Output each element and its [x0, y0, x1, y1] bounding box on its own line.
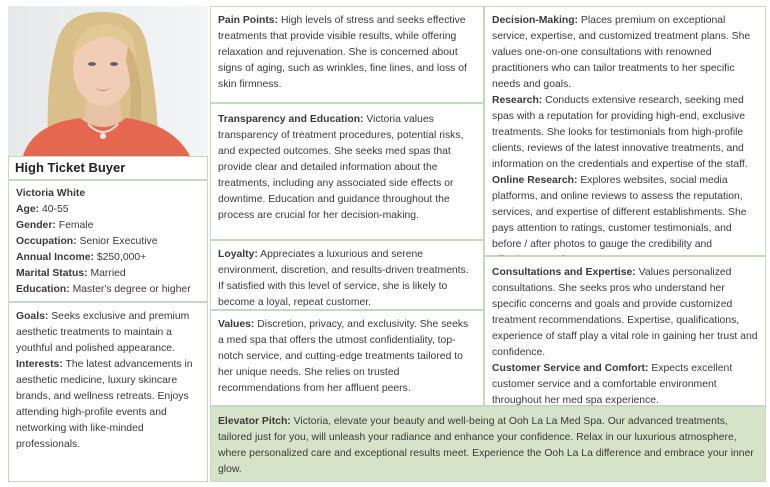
- demographics-panel: [8, 180, 208, 302]
- consultations-panel: [484, 256, 766, 406]
- gender-value: Female: [58, 220, 94, 231]
- consultations-text: Values personalized consultations. She seeks pros who understand her specific concerns and goals and provide customized treatment recommendations. Expertise, qualifications, experience of staff play a vital role in gaining her trust and confidence.: [492, 267, 758, 358]
- persona-name: Victoria White: [16, 188, 86, 199]
- gender-label: Gender:: [16, 220, 56, 231]
- transparency-text: Victoria values transparency of treatment procedures, potential risks, and expected outcomes. She seeks med spas that provide clear and detailed information about the treatments, including any associated side effects or downtime. Education and guidance throughout the process are crucial for her decision-making.: [218, 114, 464, 221]
- decision-making-label: Decision-Making:: [492, 15, 579, 26]
- persona-photo: [8, 6, 208, 156]
- persona-title: High Ticket Buyer: [8, 156, 208, 180]
- online-research-label: Online Research:: [492, 175, 578, 186]
- decision-making-text: Places premium on exceptional service, expertise, and customized treatment plans. She values one-on-one consultations with renowned practitioners who can tailor treatments to her specific needs and goals.: [492, 15, 751, 90]
- online-research-text: Explores websites, social media platforms, and online reviews to assess the reputation, services, and expertise of different establishments. She pays attention to ratings, customer testimonials, and before / after photos to gauge the credibility and: [492, 175, 747, 250]
- decision-making-panel: [484, 6, 766, 256]
- income-label: Annual Income:: [16, 252, 94, 263]
- age-label: Age:: [16, 204, 40, 215]
- pain-points-panel: [210, 6, 484, 103]
- elevator-pitch-label: Elevator Pitch:: [218, 416, 291, 427]
- occupation-value: Senior Executive: [79, 236, 158, 247]
- customer-service-label: Customer Service and Comfort:: [492, 363, 649, 374]
- transparency-label: Transparency and Education:: [218, 114, 364, 125]
- income-value: $250,000+: [96, 252, 147, 263]
- research-label: Research:: [492, 95, 543, 106]
- marital-value: Married: [90, 268, 126, 279]
- elevator-pitch-text: Victoria, elevate your beauty and well-being at Ooh La La Med Spa. Our advanced treatments, tailored just for you, will unleash your radiance and enhance your confidence. Relax in our luxurious atmosphere, where personalized care and exceptional results meet. Experience the Ooh La La difference and embrace your inner glow.: [218, 416, 754, 475]
- loyalty-label: Loyalty:: [218, 249, 258, 260]
- research-text: Conducts extensive research, seeking med spas with a reputation for providing high-end, exclusive treatments. She looks for testimonials from high-profile clients, reviews of the latest innovative treatments, and information on the credentials and expertise of the staff.: [492, 95, 748, 170]
- goals-text: Seeks exclusive and premium aesthetic treatments to maintain a youthful and polished appearance.: [16, 311, 190, 354]
- persona-portrait-image: [8, 6, 208, 156]
- customer-service-text: Expects excellent customer service and a comfortable environment throughout her med spa experience.: [492, 363, 733, 406]
- age-value: 40-55: [41, 204, 69, 215]
- goals-panel: [8, 302, 208, 482]
- transparency-panel: [210, 103, 484, 240]
- education-value: Master's degree or higher: [72, 284, 191, 295]
- goals-label: Goals:: [16, 311, 49, 322]
- consultations-label: Consultations and Expertise:: [492, 267, 636, 278]
- interests-text: The latest advancements in aesthetic medicine, luxury skincare brands, and wellness retreats. Enjoys attending high-profile events and networking with like-minded professionals.: [16, 359, 193, 450]
- values-label: Values:: [218, 319, 255, 330]
- pain-points-text: High levels of stress and seeks effective treatments that provide visible results, while offering relaxation and rejuvenation. She is concerned about signs of aging, such as wrinkles, fine lines, and loss of skin firmness.: [218, 15, 467, 90]
- pain-points-label: Pain Points:: [218, 15, 279, 26]
- values-panel: [210, 310, 484, 406]
- education-label: Education:: [16, 284, 70, 295]
- loyalty-text: Appreciates a luxurious and serene environment, discretion, and results-driven treatments. If satisfied with this level of service, she is likely to become a loyal, repeat customer.: [218, 249, 469, 308]
- elevator-pitch-panel: [210, 406, 766, 482]
- occupation-label: Occupation:: [16, 236, 77, 247]
- marital-label: Marital Status:: [16, 268, 88, 279]
- loyalty-panel: [210, 240, 484, 310]
- interests-label: Interests:: [16, 359, 63, 370]
- values-text: Discretion, privacy, and exclusivity. She seeks a med spa that offers the utmost confidentiality, top-notch service, and cutting-edge treatments tailored to her unique needs. She relies on trusted recommendations from her affluent peers.: [218, 319, 469, 394]
